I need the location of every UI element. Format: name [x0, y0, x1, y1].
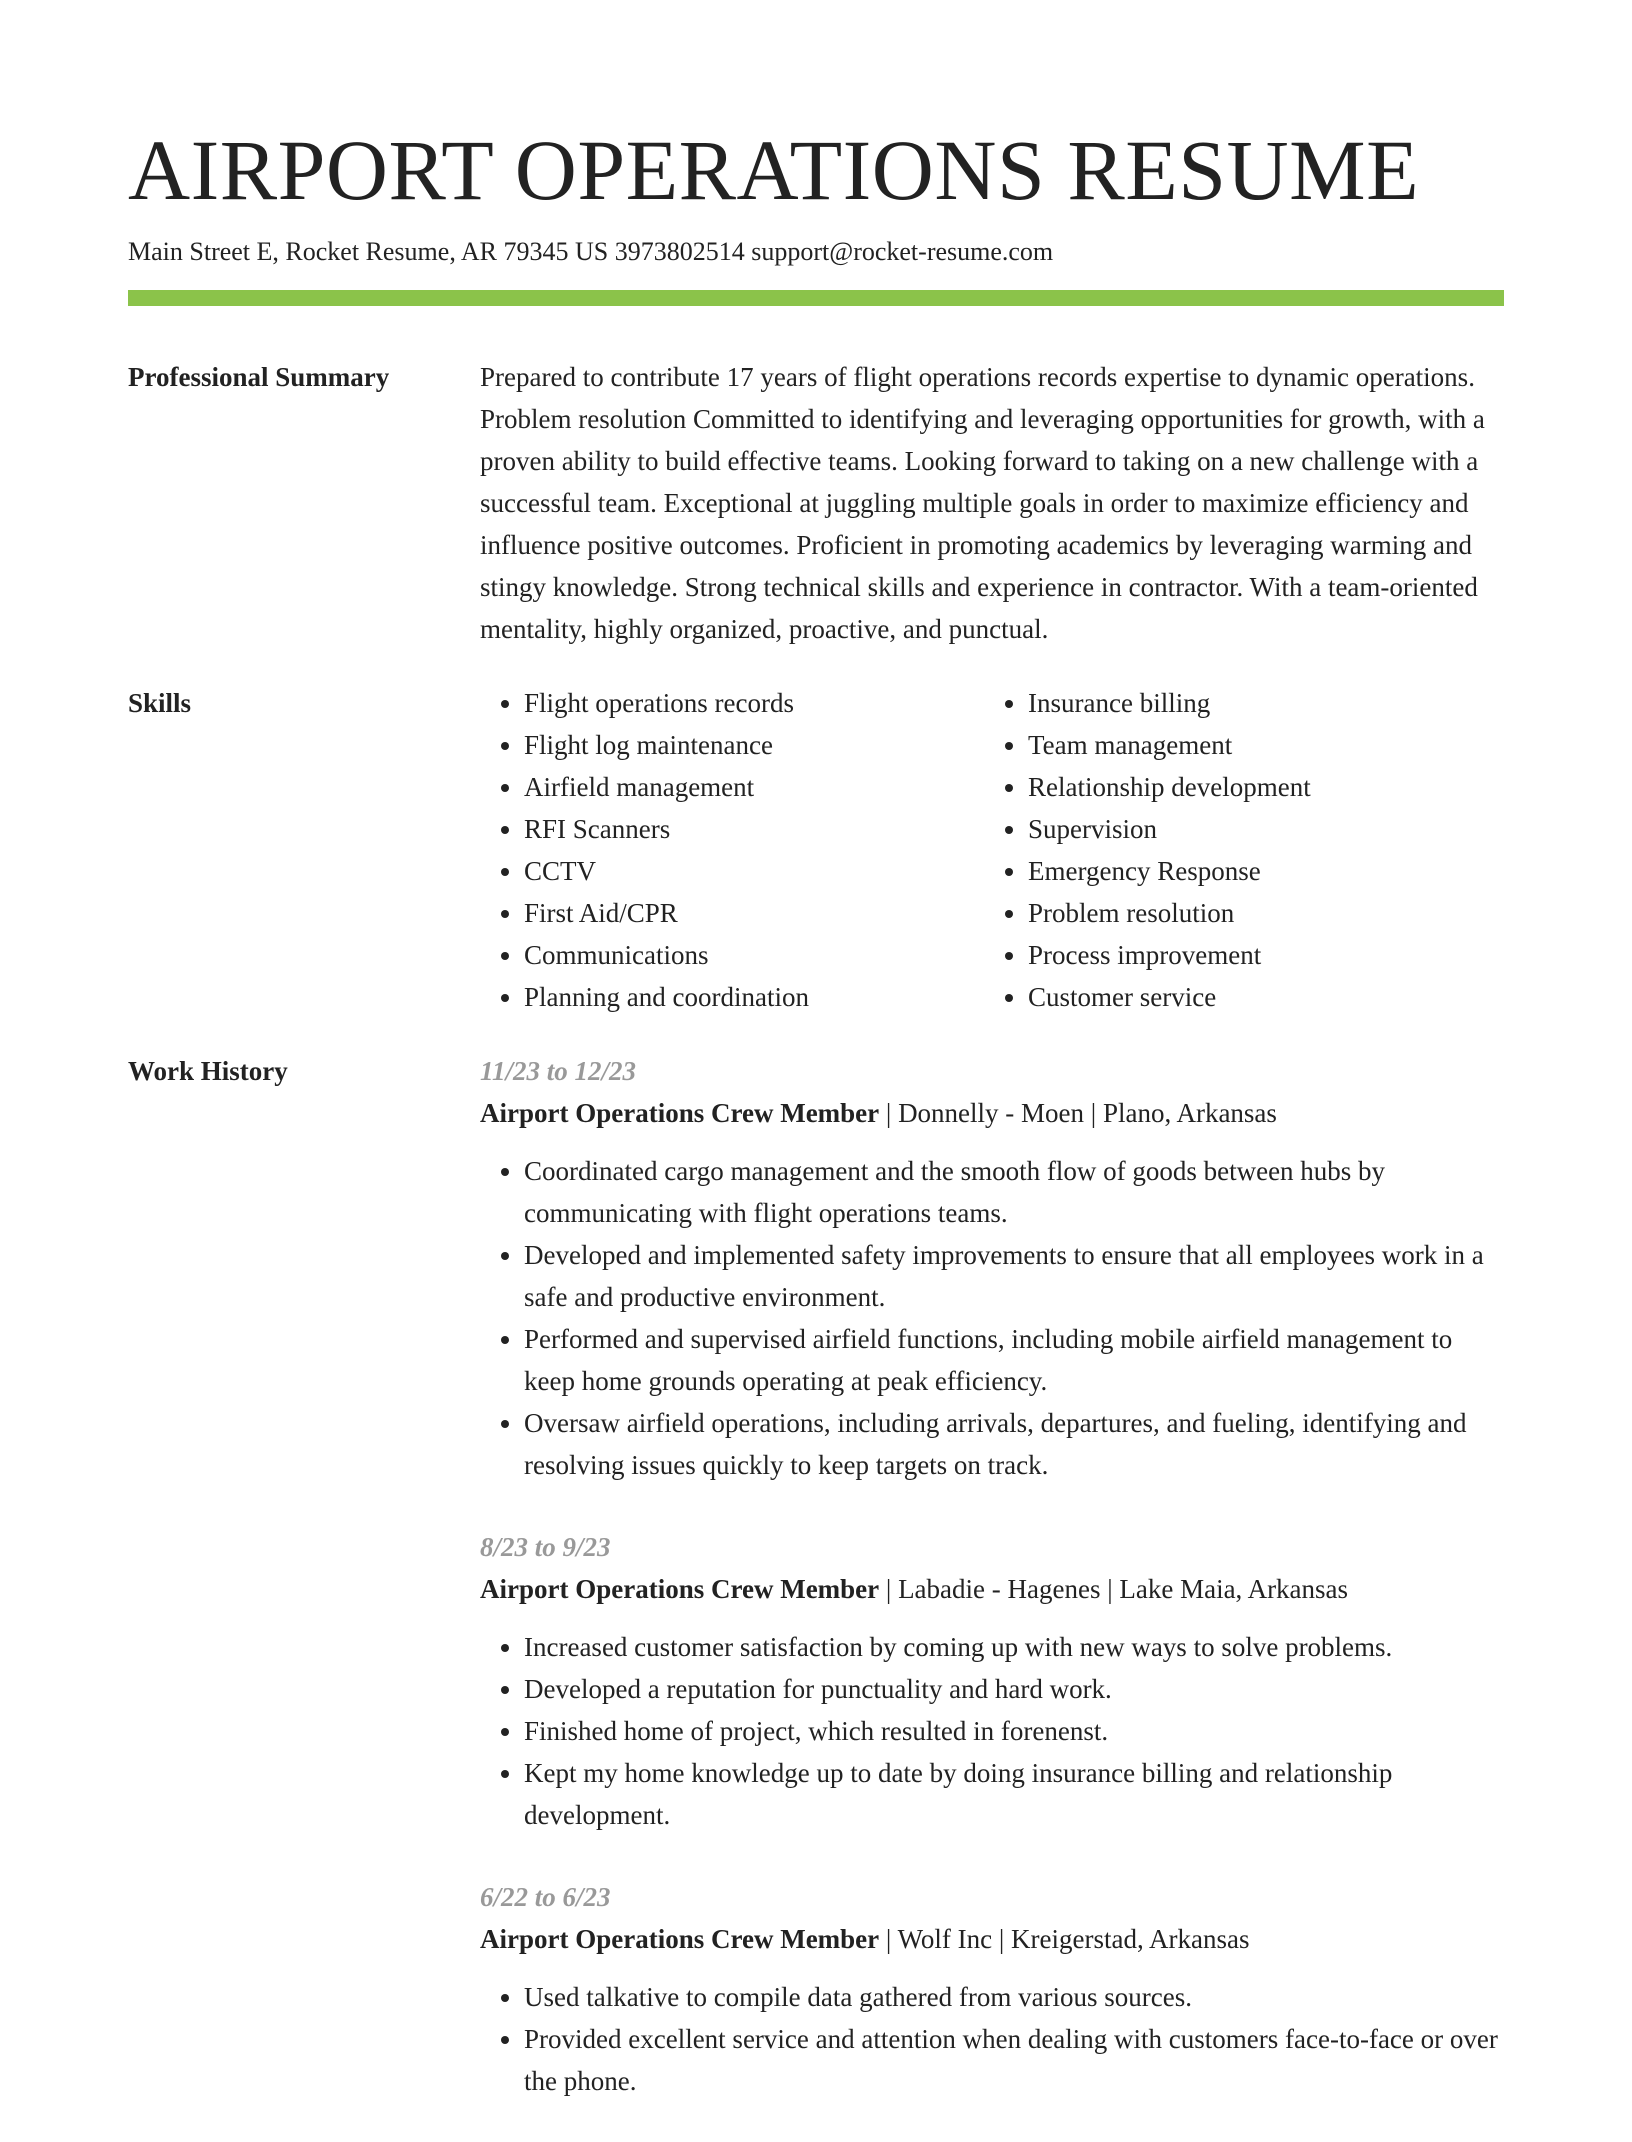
- job-bullet: • Oversaw airfield operations, including arrivals, departures, and fueling, identifying and resolving issues quickly to keep targets on track.: [524, 1402, 1504, 1486]
- resume-page: [128, 118, 1504, 2142]
- job-location: | Plano, Arkansas: [1084, 1098, 1277, 1128]
- skill-item: • Communications: [524, 934, 984, 976]
- job-dates: 8/23 to 9/23: [480, 1532, 611, 1562]
- skill-item: • Relationship development: [1028, 766, 1488, 808]
- work-history-section: [128, 1050, 1504, 2142]
- job-bullet: • Increased customer satisfaction by coming up with new ways to solve problems.: [524, 1626, 1504, 1668]
- accent-divider: [128, 290, 1504, 306]
- job-bullet: • Developed and implemented safety improvements to ensure that all employees work in a safe and productive environment.: [524, 1234, 1504, 1318]
- skill-item: • Airfield management: [524, 766, 984, 808]
- summary-text: Prepared to contribute 17 years of flight operations records expertise to dynamic operations. Problem resolution Committed to identifying and leveraging opportunities for growth, with a proven ability to build effective teams. Looking forward to taking on a new challenge with a successful team. Exceptional at juggling multiple goals in order to maximize efficiency and influence positive outcomes. Proficient in promoting academics by leveraging warming and stingy knowledge. Strong technical skills and experience in contractor. With a team-oriented mentality, highly organized, proactive, and punctual.: [480, 362, 1485, 644]
- skill-item: • Supervision: [1028, 808, 1488, 850]
- skill-item: • Process improvement: [1028, 934, 1488, 976]
- job-location: | Kreigerstad, Arkansas: [992, 1924, 1249, 1954]
- skills-list-right: [984, 682, 1488, 1018]
- job-bullet: • Performed and supervised airfield functions, including mobile airfield management to keep home grounds operating at peak efficiency.: [524, 1318, 1504, 1402]
- job-title-line: [480, 1092, 1504, 1134]
- job-bullet: • Coordinated cargo management and the smooth flow of goods between hubs by communicating with flight operations teams.: [524, 1150, 1504, 1234]
- job-company: | Labadie - Hagenes: [879, 1574, 1100, 1604]
- job-title: Airport Operations Crew Member: [480, 1574, 880, 1604]
- job-title: Airport Operations Crew Member: [480, 1098, 880, 1128]
- job-title-line: [480, 1918, 1504, 1960]
- job-company: | Wolf Inc: [879, 1924, 992, 1954]
- contact-email: support@rocket-resume.com: [751, 237, 1054, 266]
- job-bullet: • Provided excellent service and attention when dealing with customers face-to-face or over the phone.: [524, 2018, 1504, 2102]
- skills-list-left: [480, 682, 984, 1018]
- skills-heading: Skills: [128, 688, 192, 718]
- skill-item: • First Aid/CPR: [524, 892, 984, 934]
- job-entry: [480, 1050, 1504, 1486]
- skill-item: • Emergency Response: [1028, 850, 1488, 892]
- resume-title: AIRPORT OPERATIONS RESUME: [128, 122, 1420, 218]
- job-dates: 11/23 to 12/23: [480, 1056, 637, 1086]
- job-bullets: [480, 1626, 1504, 1836]
- skill-item: • CCTV: [524, 850, 984, 892]
- job-bullet: • Finished home of project, which resulted in forenenst.: [524, 1710, 1504, 1752]
- job-entry: [480, 1526, 1504, 1836]
- job-dates: 6/22 to 6/23: [480, 1882, 611, 1912]
- skill-item: • Problem resolution: [1028, 892, 1488, 934]
- job-bullets: [480, 1150, 1504, 1486]
- job-title: Airport Operations Crew Member: [480, 1924, 880, 1954]
- job-company: | Donnelly - Moen: [879, 1098, 1084, 1128]
- skills-section: [128, 682, 1504, 1018]
- job-bullet: • Developed a reputation for punctuality and hard work.: [524, 1668, 1504, 1710]
- job-title-line: [480, 1568, 1504, 1610]
- skill-item: • Team management: [1028, 724, 1488, 766]
- job-bullet: • Kept my home knowledge up to date by doing insurance billing and relationship development.: [524, 1752, 1504, 1836]
- skill-item: • RFI Scanners: [524, 808, 984, 850]
- summary-section: [128, 356, 1504, 650]
- contact-phone: 3973802514: [614, 237, 745, 266]
- job-entry: [480, 1876, 1504, 2102]
- skill-item: • Insurance billing: [1028, 682, 1488, 724]
- job-location: | Lake Maia, Arkansas: [1100, 1574, 1348, 1604]
- skill-item: • Flight operations records: [524, 682, 984, 724]
- skill-item: • Planning and coordination: [524, 976, 984, 1018]
- contact-line: [128, 234, 1504, 270]
- skill-item: • Customer service: [1028, 976, 1488, 1018]
- contact-address: Main Street E, Rocket Resume, AR 79345 US: [128, 237, 609, 266]
- skill-item: • Flight log maintenance: [524, 724, 984, 766]
- job-bullet: • Used talkative to compile data gathered from various sources.: [524, 1976, 1504, 2018]
- work-history-heading: Work History: [128, 1056, 288, 1086]
- job-bullets: [480, 1976, 1504, 2102]
- summary-heading: Professional Summary: [128, 362, 390, 392]
